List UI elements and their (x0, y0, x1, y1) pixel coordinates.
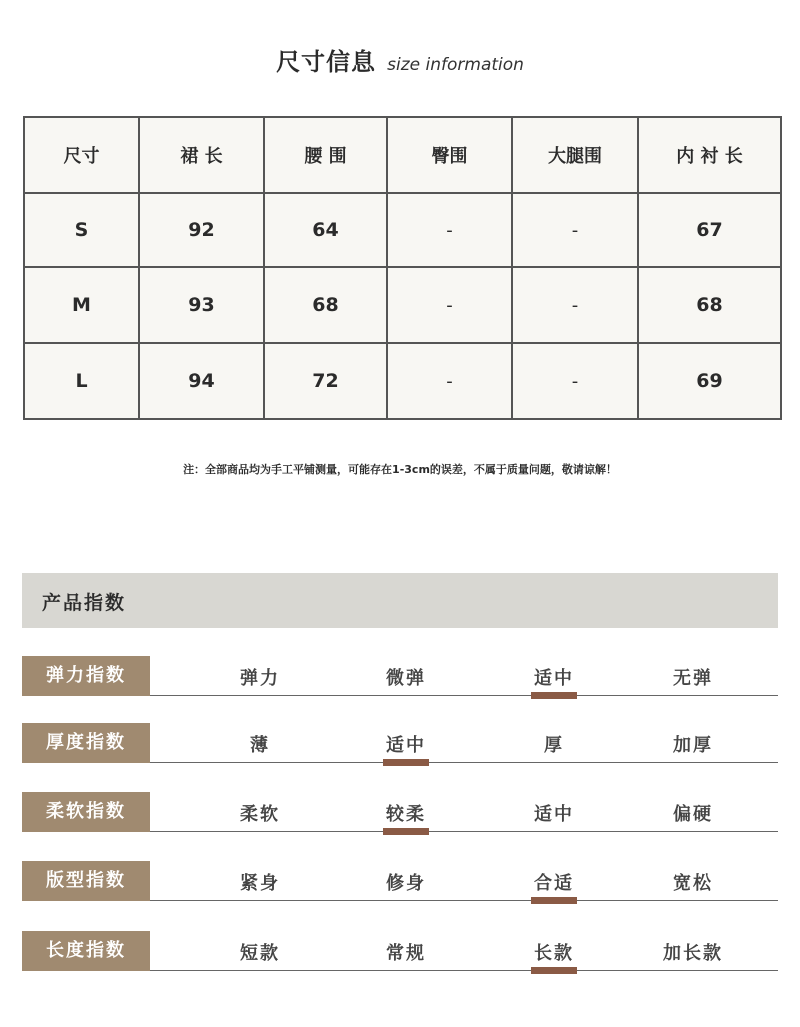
selection-underline (531, 759, 577, 766)
index-option-label: 长款 (534, 943, 574, 964)
table-row (24, 193, 781, 267)
product-index-header (22, 573, 778, 628)
table-cell: 92 (139, 193, 264, 267)
index-label: 长度指数 (22, 931, 150, 971)
title-en: size information (387, 55, 524, 75)
table-cell: - (387, 193, 512, 267)
selection-underline (531, 967, 577, 974)
index-option (638, 731, 748, 766)
index-option-label: 合适 (534, 873, 574, 894)
index-label: 弹力指数 (22, 656, 150, 696)
index-option-label: 柔软 (240, 804, 280, 825)
index-option-label: 加长款 (663, 943, 723, 964)
index-option-label: 厚 (544, 735, 564, 756)
table-cell: - (387, 267, 512, 343)
table-cell: 68 (264, 267, 387, 343)
selection-underline (670, 967, 716, 974)
index-option-label: 紧身 (240, 873, 280, 894)
table-cell: L (24, 343, 139, 419)
index-option (205, 731, 315, 766)
selection-underline (237, 692, 283, 699)
selection-underline (670, 828, 716, 835)
measurement-note: 注：全部商品均为手工平铺测量，可能存在1-3cm的误差，不属于质量问题，敬请谅解！ (183, 463, 617, 476)
index-option-label: 适中 (534, 804, 574, 825)
index-option (205, 869, 315, 904)
index-option (205, 664, 315, 699)
index-option-label: 修身 (386, 873, 426, 894)
page-title (0, 42, 800, 77)
index-option (638, 800, 748, 835)
table-cell: 72 (264, 343, 387, 419)
index-option (351, 939, 461, 974)
index-label: 厚度指数 (22, 723, 150, 763)
selection-underline (383, 828, 429, 835)
table-cell: - (512, 193, 638, 267)
index-option (638, 939, 748, 974)
size-table-header (24, 117, 781, 193)
index-option-selected (351, 800, 461, 835)
index-option-label: 偏硬 (673, 804, 713, 825)
table-cell: - (512, 343, 638, 419)
index-option-label: 较柔 (386, 804, 426, 825)
header-cell: 腰 围 (264, 117, 387, 193)
header-cell: 臀围 (387, 117, 512, 193)
index-option-selected (499, 664, 609, 699)
selection-underline (237, 828, 283, 835)
index-option (638, 664, 748, 699)
index-row (22, 931, 778, 973)
table-cell: 64 (264, 193, 387, 267)
index-option (499, 731, 609, 766)
selection-underline (237, 759, 283, 766)
table-cell: 69 (638, 343, 781, 419)
title-zh: 尺寸信息 (276, 48, 377, 76)
index-option-label: 无弹 (673, 668, 713, 689)
index-option-label: 短款 (240, 943, 280, 964)
selection-underline (670, 692, 716, 699)
product-index-title: 产品指数 (42, 592, 127, 614)
selection-underline (237, 967, 283, 974)
index-row (22, 723, 778, 765)
selection-underline (531, 828, 577, 835)
index-option-label: 薄 (250, 735, 270, 756)
index-option-label: 宽松 (673, 873, 713, 894)
index-option (205, 939, 315, 974)
index-option (638, 869, 748, 904)
index-row (22, 792, 778, 834)
selection-underline (531, 692, 577, 699)
index-option-label: 微弹 (386, 668, 426, 689)
index-option-label: 适中 (534, 668, 574, 689)
index-option (499, 800, 609, 835)
selection-underline (383, 692, 429, 699)
selection-underline (237, 897, 283, 904)
header-cell: 大腿围 (512, 117, 638, 193)
table-row (24, 267, 781, 343)
index-row (22, 656, 778, 698)
size-table (23, 116, 782, 420)
selection-underline (383, 967, 429, 974)
table-cell: 93 (139, 267, 264, 343)
index-label: 版型指数 (22, 861, 150, 901)
index-option-selected (351, 731, 461, 766)
selection-underline (670, 759, 716, 766)
selection-underline (531, 897, 577, 904)
header-cell: 尺寸 (24, 117, 139, 193)
table-row (24, 343, 781, 419)
selection-underline (383, 759, 429, 766)
table-cell: 67 (638, 193, 781, 267)
index-option-label: 弹力 (240, 668, 280, 689)
table-cell: S (24, 193, 139, 267)
index-option-selected (499, 939, 609, 974)
index-option-selected (499, 869, 609, 904)
table-cell: 68 (638, 267, 781, 343)
table-cell: - (387, 343, 512, 419)
index-option (351, 664, 461, 699)
index-option-label: 加厚 (673, 735, 713, 756)
table-cell: 94 (139, 343, 264, 419)
index-option-label: 适中 (386, 735, 426, 756)
header-cell: 内 衬 长 (638, 117, 781, 193)
table-cell: - (512, 267, 638, 343)
table-cell: M (24, 267, 139, 343)
index-option (205, 800, 315, 835)
header-cell: 裙 长 (139, 117, 264, 193)
index-row (22, 861, 778, 903)
index-option (351, 869, 461, 904)
index-option-label: 常规 (386, 943, 426, 964)
selection-underline (670, 897, 716, 904)
index-label: 柔软指数 (22, 792, 150, 832)
selection-underline (383, 897, 429, 904)
